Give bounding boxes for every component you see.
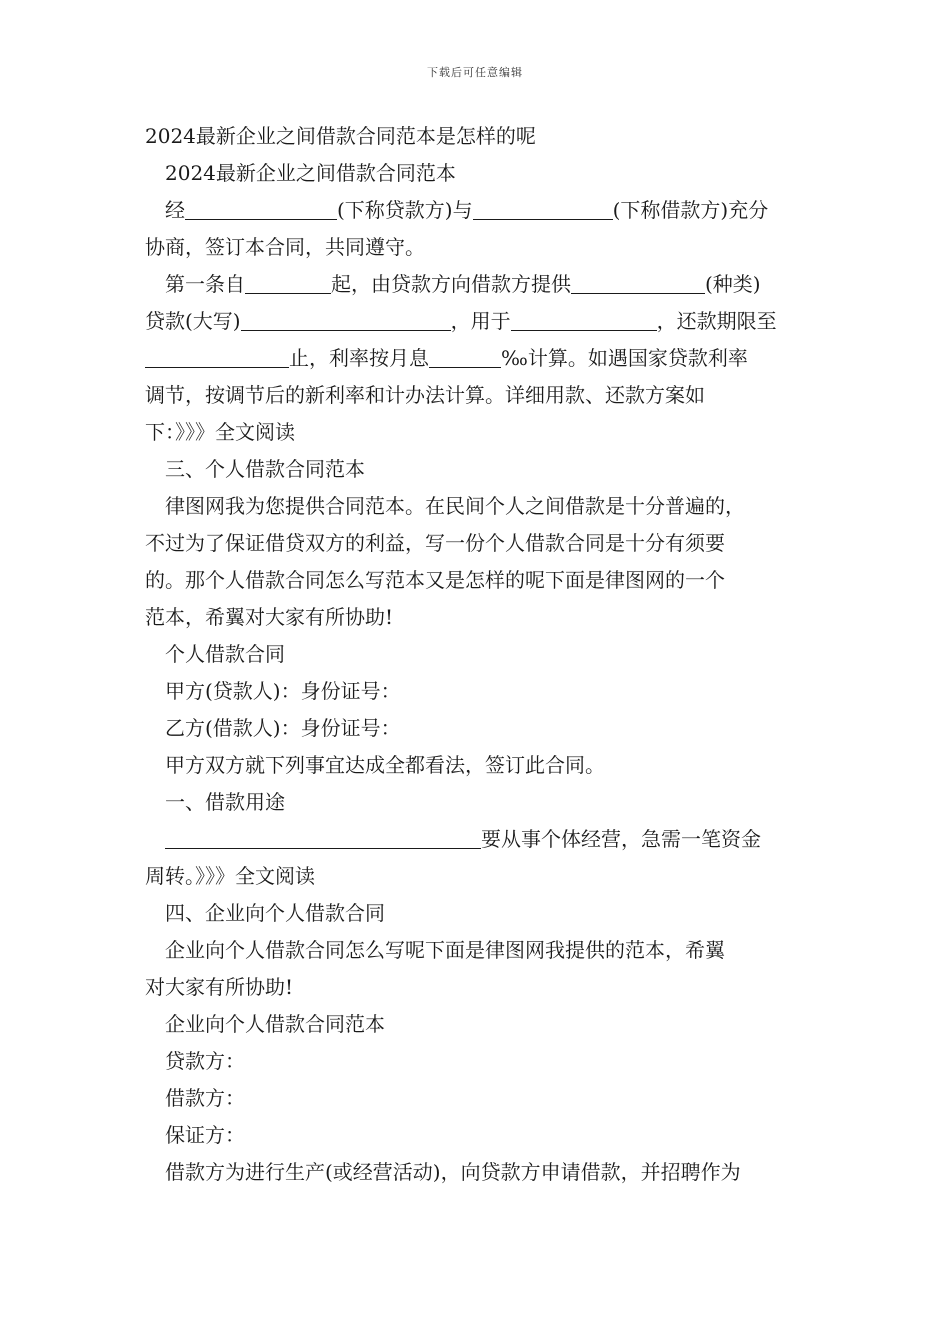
article-one-line2: 贷款(大写) ，用于 ，还款期限至	[145, 303, 810, 340]
business-blank	[165, 824, 481, 849]
article-one-line5: 下：》》》全文阅读	[145, 420, 295, 444]
section-three-intro-line4: 范本，希翼对大家有所协助!	[145, 605, 394, 629]
section-four-intro-line2: 对大家有所协助!	[145, 975, 294, 999]
document-body	[145, 118, 810, 1191]
closing-line: 借款方为进行生产(或经营活动)，向贷款方申请借款，并招聘作为	[165, 1160, 741, 1184]
item-one-line1: 要从事个体经营，急需一笔资金	[145, 821, 810, 858]
section-three-intro-line1: 律图网我为您提供合同范本。在民间个人之间借款是十分普遍的，	[165, 494, 745, 518]
agreement-line: 甲方双方就下列事宜达成全都看法，签订此合同。	[165, 753, 605, 777]
section-three-intro-line3: 的。那个人借款合同怎么写范本又是怎样的呢下面是律图网的一个	[145, 568, 725, 592]
section-four-title: 四、企业向个人借款合同	[165, 901, 385, 925]
amount-blank	[241, 306, 451, 331]
lender-line: 贷款方：	[165, 1049, 245, 1073]
document-title: 2024最新企业之间借款合同范本是怎样的呢	[145, 124, 536, 148]
article-one-line4: 调节，按调节后的新利率和计办法计算。详细用款、还款方案如	[145, 383, 705, 407]
party-a-line: 甲方(贷款人)：身份证号：	[165, 679, 401, 703]
section-three-title: 三、个人借款合同范本	[165, 457, 365, 481]
article-one: 第一条自 起，由贷款方向借款方提供 (种类)	[145, 266, 810, 303]
section-four-intro-line1: 企业向个人借款合同怎么写呢下面是律图网我提供的范本，希翼	[165, 938, 725, 962]
borrower-blank	[473, 195, 613, 220]
item-one-line2: 周转。》》》全文阅读	[145, 864, 315, 888]
party-b-line: 乙方(借款人)：身份证号：	[165, 716, 401, 740]
personal-contract-title: 个人借款合同	[165, 642, 285, 666]
item-one-title: 一、借款用途	[165, 790, 285, 814]
purpose-blank	[511, 306, 657, 331]
paragraph-parties-cont: 协商，签订本合同，共同遵守。	[145, 235, 425, 259]
section-four-sample-title: 企业向个人借款合同范本	[165, 1012, 385, 1036]
borrower-line: 借款方：	[165, 1086, 245, 1110]
page-header: 下载后可任意编辑	[427, 66, 523, 79]
paragraph-parties: 经 (下称贷款方)与 (下称借款方)充分	[145, 192, 810, 229]
interest-rate-blank	[429, 343, 501, 368]
loan-type-blank	[571, 269, 705, 294]
start-date-blank	[245, 269, 331, 294]
lender-blank	[185, 195, 337, 220]
article-one-line3: 止，利率按月息 ‰计算。如遇国家贷款利率	[145, 340, 810, 377]
document-subtitle: 2024最新企业之间借款合同范本	[165, 161, 456, 185]
section-three-intro-line2: 不过为了保证借贷双方的利益，写一份个人借款合同是十分有须要	[145, 531, 725, 555]
guarantor-line: 保证方：	[165, 1123, 245, 1147]
due-date-blank	[145, 343, 289, 368]
